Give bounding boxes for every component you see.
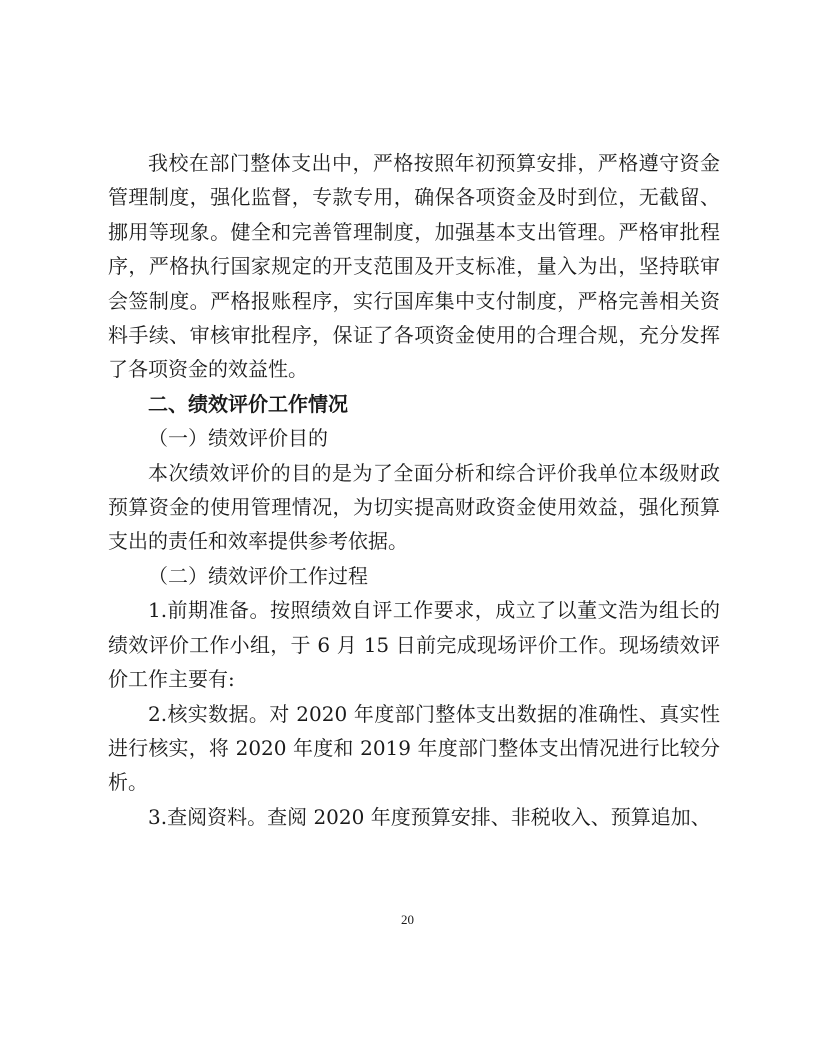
paragraph-preparation: 1.前期准备。按照绩效自评工作要求，成立了以董文浩为组长的绩效评价工作小组，于 6 月 15 日前完成现场评价工作。现场绩效评价工作主要有: <box>108 598 720 692</box>
paragraph-evaluation-purpose: 本次绩效评价的目的是为了全面分析和综合评价我单位本级财政预算资金的使用管理情况，为切实提高财政资金使用效益，强化预算支出的责任和效率提供参考依据。 <box>108 460 720 554</box>
document-body <box>108 146 720 834</box>
section-heading-performance-evaluation: 二、绩效评价工作情况 <box>148 391 348 416</box>
subheading-evaluation-purpose: （一）绩效评价目的 <box>148 426 328 451</box>
paragraph-budget-management: 我校在部门整体支出中，严格按照年初预算安排，严格遵守资金管理制度，强化监督，专款专用，确保各项资金及时到位，无截留、挪用等现象。健全和完善管理制度，加强基本支出管理。严格审批程序，严格执行国家规定的开支范围及开支标准，量入为出，坚持联审会签制度。严格报账程序，实行国库集中支付制度，严格完善相关资料手续、审核审批程序，保证了各项资金使用的合理合规，充分发挥了各项资金的效益性。 <box>108 151 720 382</box>
paragraph-verify-data: 2.核实数据。对 2020 年度部门整体支出数据的准确性、真实性进行核实，将 2020 年度和 2019 年度部门整体支出情况进行比较分析。 <box>108 701 720 795</box>
subheading-evaluation-process: （二）绩效评价工作过程 <box>148 563 368 588</box>
page-number: 20 <box>401 912 414 927</box>
paragraph-review-materials: 3.查阅资料。查阅 2020 年度预算安排、非税收入、预算追加、 <box>148 804 711 829</box>
